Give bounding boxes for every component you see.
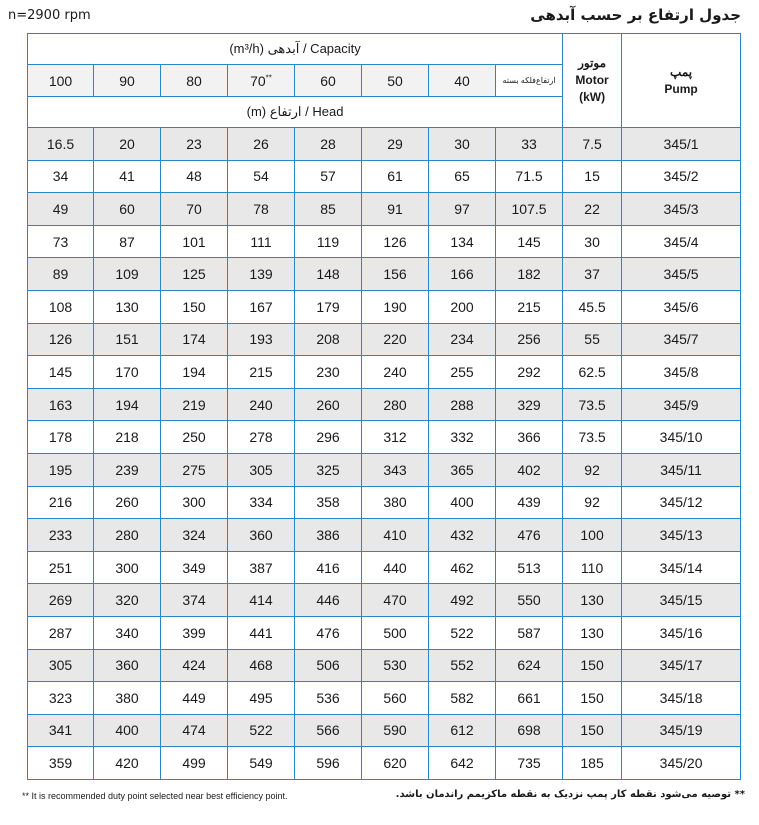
- table-row: [28, 388, 741, 421]
- head-cell: 215: [496, 290, 563, 323]
- head-cell: 359: [28, 747, 94, 780]
- head-cell: 446: [295, 584, 362, 617]
- head-cell: 26: [228, 128, 295, 161]
- pump-cell: 345/10: [622, 421, 741, 454]
- motor-unit: (kW): [579, 90, 606, 104]
- head-cell: 312: [362, 421, 429, 454]
- head-cell: 111: [228, 225, 295, 258]
- pump-cell: 345/20: [622, 747, 741, 780]
- table-row: [28, 323, 741, 356]
- head-cell: 275: [161, 453, 228, 486]
- head-cell: 522: [228, 714, 295, 747]
- head-cell: 416: [295, 551, 362, 584]
- head-cell: 234: [429, 323, 496, 356]
- head-cell: 400: [429, 486, 496, 519]
- head-cell: 60: [94, 193, 161, 226]
- head-cell: 620: [362, 747, 429, 780]
- head-cell: 400: [94, 714, 161, 747]
- table-row: [28, 714, 741, 747]
- head-cell: 300: [94, 551, 161, 584]
- head-cell: 536: [295, 682, 362, 715]
- flow-value: 80: [186, 72, 202, 89]
- head-cell: 552: [429, 649, 496, 682]
- table-row: [28, 128, 741, 161]
- head-cell: 23: [161, 128, 228, 161]
- table-row: [28, 584, 741, 617]
- table-row: [28, 258, 741, 291]
- head-cell: 182: [496, 258, 563, 291]
- head-cell: 432: [429, 519, 496, 552]
- head-cell: 220: [362, 323, 429, 356]
- head-cell: 125: [161, 258, 228, 291]
- head-cell: 108: [28, 290, 94, 323]
- head-cell: 240: [362, 356, 429, 389]
- motor-header: [563, 34, 622, 128]
- head-cell: 324: [161, 519, 228, 552]
- head-cell: 134: [429, 225, 496, 258]
- motor-cell: 55: [563, 323, 622, 356]
- head-cell: 582: [429, 682, 496, 715]
- head-cell: 156: [362, 258, 429, 291]
- head-cell: 624: [496, 649, 563, 682]
- motor-cell: 185: [563, 747, 622, 780]
- head-cell: 167: [228, 290, 295, 323]
- head-cell: 109: [94, 258, 161, 291]
- footnote-en: ** It is recommended duty point selected near best efficiency point.: [22, 791, 288, 801]
- head-cell: 441: [228, 616, 295, 649]
- pump-cell: 345/3: [622, 193, 741, 226]
- head-cell: 250: [161, 421, 228, 454]
- head-cell: 366: [496, 421, 563, 454]
- head-cell: 380: [362, 486, 429, 519]
- head-cell: 239: [94, 453, 161, 486]
- head-cell: 612: [429, 714, 496, 747]
- head-cell: 661: [496, 682, 563, 715]
- head-cell: 698: [496, 714, 563, 747]
- shut-off-head-header: ارتفاع‌فلکه بسته: [496, 65, 563, 97]
- head-cell: 190: [362, 290, 429, 323]
- pump-cell: 345/18: [622, 682, 741, 715]
- head-cell: 325: [295, 453, 362, 486]
- head-cell: 179: [295, 290, 362, 323]
- head-cell: 642: [429, 747, 496, 780]
- pump-label-fa: پمپ: [670, 64, 693, 79]
- head-cell: 280: [94, 519, 161, 552]
- motor-cell: 92: [563, 486, 622, 519]
- head-cell: 170: [94, 356, 161, 389]
- head-cell: 48: [161, 160, 228, 193]
- motor-cell: 150: [563, 714, 622, 747]
- pump-cell: 345/4: [622, 225, 741, 258]
- head-cell: 566: [295, 714, 362, 747]
- flow-value: 50: [387, 72, 403, 89]
- head-cell: 349: [161, 551, 228, 584]
- head-cell: 255: [429, 356, 496, 389]
- head-header: (m) ارتفاع / Head: [28, 97, 563, 128]
- head-cell: 218: [94, 421, 161, 454]
- head-cell: 560: [362, 682, 429, 715]
- head-cell: 269: [28, 584, 94, 617]
- head-cell: 410: [362, 519, 429, 552]
- head-cell: 420: [94, 747, 161, 780]
- pump-label-en: Pump: [664, 81, 698, 96]
- motor-cell: 92: [563, 453, 622, 486]
- head-cell: 470: [362, 584, 429, 617]
- flow-value: 70: [250, 72, 266, 89]
- head-cell: 332: [429, 421, 496, 454]
- head-cell: 145: [496, 225, 563, 258]
- pump-cell: 345/7: [622, 323, 741, 356]
- pump-cell: 345/17: [622, 649, 741, 682]
- head-cell: 28: [295, 128, 362, 161]
- head-cell: 70: [161, 193, 228, 226]
- head-cell: 305: [28, 649, 94, 682]
- head-cell: 287: [28, 616, 94, 649]
- motor-cell: 150: [563, 682, 622, 715]
- pump-cell: 345/16: [622, 616, 741, 649]
- head-cell: 178: [28, 421, 94, 454]
- motor-cell: 62.5: [563, 356, 622, 389]
- head-cell: 148: [295, 258, 362, 291]
- head-cell: 33: [496, 128, 563, 161]
- motor-cell: 73.5: [563, 388, 622, 421]
- head-cell: 474: [161, 714, 228, 747]
- head-cell: 78: [228, 193, 295, 226]
- flow-header-cell: [161, 65, 228, 97]
- head-cell: 278: [228, 421, 295, 454]
- head-cell: 320: [94, 584, 161, 617]
- table-row: [28, 421, 741, 454]
- head-cell: 735: [496, 747, 563, 780]
- flow-value: 90: [119, 72, 135, 89]
- footnote-fa: ** توصیه می‌شود نقطه کار پمپ نزدیک به نقطه ماکزیمم راندمان باشد.: [395, 789, 745, 800]
- head-cell: 439: [496, 486, 563, 519]
- head-cell: 587: [496, 616, 563, 649]
- head-cell: 57: [295, 160, 362, 193]
- head-cell: 87: [94, 225, 161, 258]
- head-cell: 476: [496, 519, 563, 552]
- table-row: [28, 649, 741, 682]
- head-cell: 387: [228, 551, 295, 584]
- pump-cell: 345/11: [622, 453, 741, 486]
- head-cell: 195: [28, 453, 94, 486]
- pump-cell: 345/6: [622, 290, 741, 323]
- head-cell: 522: [429, 616, 496, 649]
- head-cell: 34: [28, 160, 94, 193]
- performance-table: [27, 33, 741, 780]
- head-cell: 380: [94, 682, 161, 715]
- head-cell: 590: [362, 714, 429, 747]
- head-cell: 30: [429, 128, 496, 161]
- head-cell: 300: [161, 486, 228, 519]
- head-cell: 65: [429, 160, 496, 193]
- flow-header-cell: [429, 65, 496, 97]
- table-title: جدول ارتفاع بر حسب آبدهی: [530, 6, 741, 24]
- head-cell: 139: [228, 258, 295, 291]
- head-cell: 216: [28, 486, 94, 519]
- head-cell: 89: [28, 258, 94, 291]
- motor-label-fa: موتور: [578, 56, 607, 70]
- table-row: [28, 551, 741, 584]
- head-cell: 492: [429, 584, 496, 617]
- pump-cell: 345/8: [622, 356, 741, 389]
- pump-cell: 345/13: [622, 519, 741, 552]
- motor-cell: 73.5: [563, 421, 622, 454]
- motor-cell: 110: [563, 551, 622, 584]
- head-cell: 468: [228, 649, 295, 682]
- head-cell: 130: [94, 290, 161, 323]
- head-cell: 296: [295, 421, 362, 454]
- motor-cell: 7.5: [563, 128, 622, 161]
- head-cell: 126: [362, 225, 429, 258]
- table-row: [28, 616, 741, 649]
- flow-value: 60: [320, 72, 336, 89]
- head-cell: 166: [429, 258, 496, 291]
- head-cell: 260: [295, 388, 362, 421]
- head-cell: 233: [28, 519, 94, 552]
- head-cell: 97: [429, 193, 496, 226]
- motor-cell: 22: [563, 193, 622, 226]
- head-cell: 119: [295, 225, 362, 258]
- head-cell: 500: [362, 616, 429, 649]
- head-cell: 292: [496, 356, 563, 389]
- motor-cell: 100: [563, 519, 622, 552]
- head-cell: 174: [161, 323, 228, 356]
- head-cell: 402: [496, 453, 563, 486]
- motor-cell: 15: [563, 160, 622, 193]
- head-cell: 16.5: [28, 128, 94, 161]
- flow-header-cell: [362, 65, 429, 97]
- head-cell: 386: [295, 519, 362, 552]
- motor-cell: 130: [563, 584, 622, 617]
- table-row: [28, 519, 741, 552]
- rpm-label: n=2900 rpm: [8, 8, 91, 23]
- head-cell: 360: [228, 519, 295, 552]
- recommended-marker: **: [265, 72, 272, 82]
- head-cell: 360: [94, 649, 161, 682]
- pump-cell: 345/12: [622, 486, 741, 519]
- head-cell: 230: [295, 356, 362, 389]
- pump-cell: 345/1: [622, 128, 741, 161]
- head-cell: 288: [429, 388, 496, 421]
- head-cell: 200: [429, 290, 496, 323]
- head-cell: 495: [228, 682, 295, 715]
- flow-header-cell: [28, 65, 94, 97]
- head-cell: 91: [362, 193, 429, 226]
- pump-cell: 345/2: [622, 160, 741, 193]
- head-cell: 340: [94, 616, 161, 649]
- table-row: [28, 225, 741, 258]
- head-cell: 280: [362, 388, 429, 421]
- head-cell: 61: [362, 160, 429, 193]
- motor-cell: 45.5: [563, 290, 622, 323]
- head-cell: 208: [295, 323, 362, 356]
- head-cell: 194: [94, 388, 161, 421]
- table-row: [28, 356, 741, 389]
- pump-cell: 345/14: [622, 551, 741, 584]
- motor-label-en: Motor: [575, 73, 609, 87]
- head-cell: 530: [362, 649, 429, 682]
- head-cell: 305: [228, 453, 295, 486]
- head-cell: 41: [94, 160, 161, 193]
- motor-cell: 30: [563, 225, 622, 258]
- head-cell: 54: [228, 160, 295, 193]
- head-cell: 374: [161, 584, 228, 617]
- head-cell: 343: [362, 453, 429, 486]
- table-row: [28, 747, 741, 780]
- flow-value: 100: [48, 72, 73, 89]
- head-cell: 596: [295, 747, 362, 780]
- head-cell: 329: [496, 388, 563, 421]
- head-cell: 71.5: [496, 160, 563, 193]
- head-cell: 107.5: [496, 193, 563, 226]
- head-cell: 150: [161, 290, 228, 323]
- head-cell: 462: [429, 551, 496, 584]
- head-cell: 194: [161, 356, 228, 389]
- table-row: [28, 486, 741, 519]
- head-cell: 256: [496, 323, 563, 356]
- head-cell: 476: [295, 616, 362, 649]
- head-cell: 358: [295, 486, 362, 519]
- head-cell: 29: [362, 128, 429, 161]
- motor-cell: 150: [563, 649, 622, 682]
- flow-value: 40: [454, 72, 470, 89]
- head-cell: 449: [161, 682, 228, 715]
- table-row: [28, 453, 741, 486]
- head-cell: 365: [429, 453, 496, 486]
- head-cell: 399: [161, 616, 228, 649]
- head-cell: 550: [496, 584, 563, 617]
- head-cell: 240: [228, 388, 295, 421]
- head-cell: 145: [28, 356, 94, 389]
- head-cell: 499: [161, 747, 228, 780]
- table-row: [28, 682, 741, 715]
- pump-cell: 345/19: [622, 714, 741, 747]
- head-cell: 49: [28, 193, 94, 226]
- head-cell: 251: [28, 551, 94, 584]
- pump-cell: 345/9: [622, 388, 741, 421]
- table-row: [28, 290, 741, 323]
- head-cell: 73: [28, 225, 94, 258]
- head-cell: 414: [228, 584, 295, 617]
- head-cell: 193: [228, 323, 295, 356]
- flow-header-cell: [94, 65, 161, 97]
- pump-cell: 345/5: [622, 258, 741, 291]
- head-cell: 440: [362, 551, 429, 584]
- head-cell: 85: [295, 193, 362, 226]
- head-cell: 126: [28, 323, 94, 356]
- capacity-header: (m³/h) آبدهی / Capacity: [28, 34, 563, 65]
- flow-header-cell: [295, 65, 362, 97]
- head-cell: 334: [228, 486, 295, 519]
- head-cell: 20: [94, 128, 161, 161]
- head-cell: 151: [94, 323, 161, 356]
- table-row: [28, 193, 741, 226]
- head-cell: 424: [161, 649, 228, 682]
- flow-header-cell: [228, 65, 295, 97]
- head-cell: 323: [28, 682, 94, 715]
- motor-cell: 130: [563, 616, 622, 649]
- head-cell: 215: [228, 356, 295, 389]
- head-cell: 260: [94, 486, 161, 519]
- head-cell: 341: [28, 714, 94, 747]
- pump-cell: 345/15: [622, 584, 741, 617]
- head-cell: 513: [496, 551, 563, 584]
- pump-header: [622, 34, 741, 128]
- motor-cell: 37: [563, 258, 622, 291]
- head-cell: 549: [228, 747, 295, 780]
- head-cell: 506: [295, 649, 362, 682]
- head-cell: 219: [161, 388, 228, 421]
- table-row: [28, 160, 741, 193]
- head-cell: 163: [28, 388, 94, 421]
- head-cell: 101: [161, 225, 228, 258]
